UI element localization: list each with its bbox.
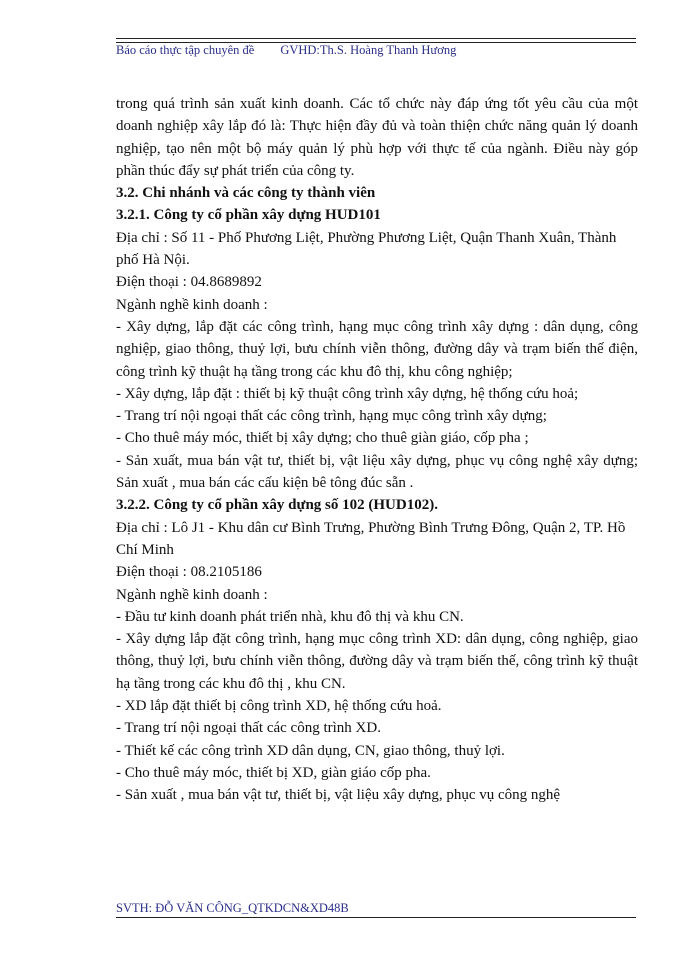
company2-heading: 3.2.2. Công ty cổ phần xây dựng số 102 (HUD102). (116, 497, 438, 514)
header-advisor: GVHD:Th.S. Hoàng Thanh Hương (280, 43, 457, 57)
company2-item: - Sản xuất , mua bán vật tư, thiết bị, vật liệu xây dựng, phục vụ công nghệ (116, 787, 561, 804)
company1-item: - Trang trí nội ngoại thất các công trình, hạng mục công trình xây dựng; (116, 408, 547, 425)
company2-address: Địa chỉ : Lô J1 - Khu dân cư Bình Trưng, Phường Bình Trưng Đông, Quận 2, TP. Hồ Chí Minh (116, 519, 626, 558)
company2-business-label: Ngành nghề kinh doanh : (116, 586, 268, 603)
page-footer: SVTH: ĐỖ VĂN CÔNG_QTKDCN&XD48B (116, 901, 349, 915)
header-rule (116, 38, 636, 43)
header-report-title: Báo cáo thực tập chuyên đề (116, 43, 255, 57)
company2-phone: Điện thoại : 08.2105186 (116, 564, 262, 581)
company1-address: Địa chỉ : Số 11 - Phố Phương Liệt, Phường Phương Liệt, Quận Thanh Xuân, Thành phố Hà Nội. (116, 229, 617, 269)
company2-item: - Xây dựng lắp đặt công trình, hạng mục công trình XD: dân dụng, công nghiệp, giao thông, thuỷ lợi, bưu chính viễn thông, đường dây và trạm biến thế, công trình kỹ thuật hạ tầng trong các khu đô thị , khu CN. (116, 631, 638, 692)
company1-item: - Xây dựng, lắp đặt các công trình, hạng mục công trình xây dựng : dân dụng, công nghiệp, giao thông, thuỷ lợi, bưu chính viễn thông, đường dây và trạm biến thế điện, công trình kỹ thuật hạ tầng trong các khu đô thị, khu công nghiệp; (116, 318, 638, 380)
company1-heading: 3.2.1. Công ty cổ phần xây dựng HUD101 (116, 207, 381, 224)
company2-item: - XD lắp đặt thiết bị công trình XD, hệ thống cứu hoả. (116, 698, 442, 715)
page-body (116, 93, 638, 807)
company2-item: - Đầu tư kinh doanh phát triển nhà, khu đô thị và khu CN. (116, 608, 464, 625)
page-header (116, 43, 636, 58)
company1-phone: Điện thoại : 04.8689892 (116, 274, 262, 291)
section-heading: 3.2. Chi nhánh và các công ty thành viên (116, 185, 376, 202)
company1-item: - Xây dựng, lắp đặt : thiết bị kỹ thuật công trình xây dựng, hệ thống cứu hoả; (116, 385, 579, 402)
company1-item: - Cho thuê máy móc, thiết bị xây dựng; cho thuê giàn giáo, cốp pha ; (116, 430, 529, 447)
footer-rule (116, 917, 636, 918)
company1-item: - Sản xuất, mua bán vật tư, thiết bị, vật liệu xây dựng, phục vụ công nghệ xây dựng; Sản xuất , mua bán các cấu kiện bê tông đúc sẵn . (116, 452, 638, 492)
intro-paragraph: trong quá trình sản xuất kinh doanh. Các tổ chức này đáp ứng tốt yêu cầu của một doanh nghiệp xây lắp đó là: Thực hiện đầy đủ và toàn thiện chức năng quản lý doanh nghiệp, tạo nên một bộ máy quản lý phù hợp với thực tế của ngành. Điều này góp phần thúc đẩy sự phát triển của công ty. (116, 96, 638, 179)
company2-item: - Cho thuê máy móc, thiết bị XD, giàn giáo cốp pha. (116, 764, 431, 781)
company2-item: - Thiết kế các công trình XD dân dụng, CN, giao thông, thuỷ lợi. (116, 742, 505, 759)
company2-item: - Trang trí nội ngoại thất các công trình XD. (116, 720, 381, 737)
company1-business-label: Ngành nghề kinh doanh : (116, 296, 268, 313)
